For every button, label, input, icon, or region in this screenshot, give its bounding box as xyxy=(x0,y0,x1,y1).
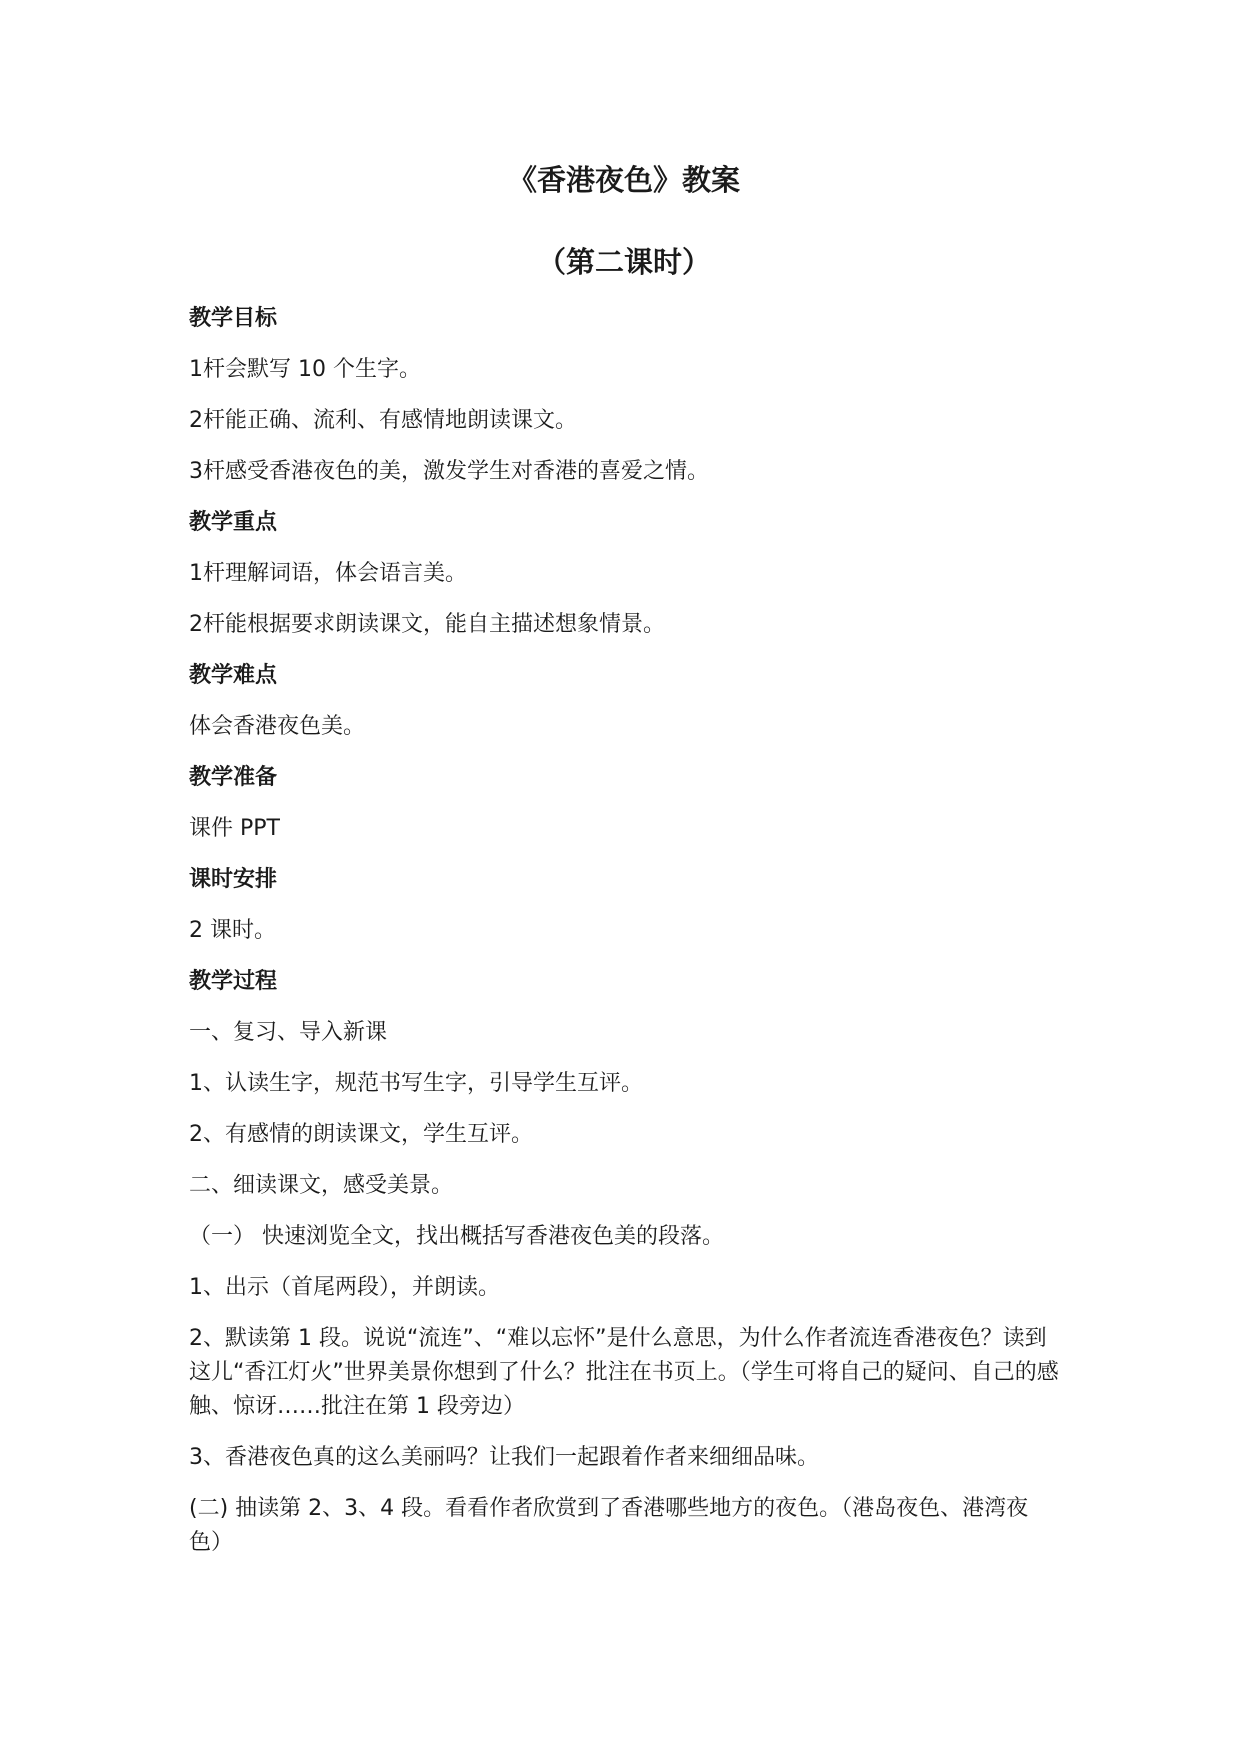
difficulty-item: 体会香港夜色美。 xyxy=(189,714,366,739)
process-item-silent-reading: 2、默读第 1 段。说说“流连”、“难以忘怀”是什么意思，为什么作者流连香港夜色？读到这儿“香江灯火”世界美景你想到了什么？批注在书页上。（学生可将自己的疑问、自己的感触、惊讶……批注在第 1 段旁边） xyxy=(189,1326,1059,1419)
process-step-close-reading: 二、细读课文，感受美景。 xyxy=(189,1173,454,1198)
section-heading-preparation: 教学准备 xyxy=(189,765,278,790)
document-title: 《香港夜色》教案 xyxy=(507,163,740,197)
section-heading-key-points: 教学重点 xyxy=(189,510,278,535)
section-heading-goals: 教学目标 xyxy=(189,306,278,331)
goal-item-2: 2杆能正确、流利、有感情地朗读课文。 xyxy=(189,408,577,433)
process-item-2: 2、有感情的朗读课文，学生互评。 xyxy=(189,1122,533,1147)
goal-item-3: 3杆感受香港夜色的美，激发学生对香港的喜爱之情。 xyxy=(189,459,709,484)
section-heading-schedule: 课时安排 xyxy=(189,867,278,892)
process-item-appreciate: 3、香港夜色真的这么美丽吗？让我们一起跟着作者来细细品味。 xyxy=(189,1445,819,1470)
process-substep-2: (二) 抽读第 2、3、4 段。看看作者欣赏到了香港哪些地方的夜色。（港岛夜色、港湾夜色） xyxy=(189,1496,1029,1555)
schedule-item: 2 课时。 xyxy=(189,918,276,943)
document-body xyxy=(189,302,1059,1560)
preparation-item: 课件 PPT xyxy=(189,816,280,841)
process-item-1: 1、认读生字，规范书写生字，引导学生互评。 xyxy=(189,1071,643,1096)
section-heading-difficulties: 教学难点 xyxy=(189,663,278,688)
section-heading-process: 教学过程 xyxy=(189,969,278,994)
document-content xyxy=(189,160,1059,1577)
process-substep-1: （一） 快速浏览全文，找出概括写香港夜色美的段落。 xyxy=(189,1224,724,1249)
key-point-item-2: 2杆能根据要求朗读课文，能自主描述想象情景。 xyxy=(189,612,665,637)
key-point-item-1: 1杆理解词语，体会语言美。 xyxy=(189,561,467,586)
process-item-show: 1、出示（首尾两段），并朗读。 xyxy=(189,1275,500,1300)
process-step-review: 一、复习、导入新课 xyxy=(189,1020,388,1045)
goal-item-1: 1杆会默写 10 个生字。 xyxy=(189,357,421,382)
document-subtitle: （第二课时） xyxy=(536,245,711,279)
